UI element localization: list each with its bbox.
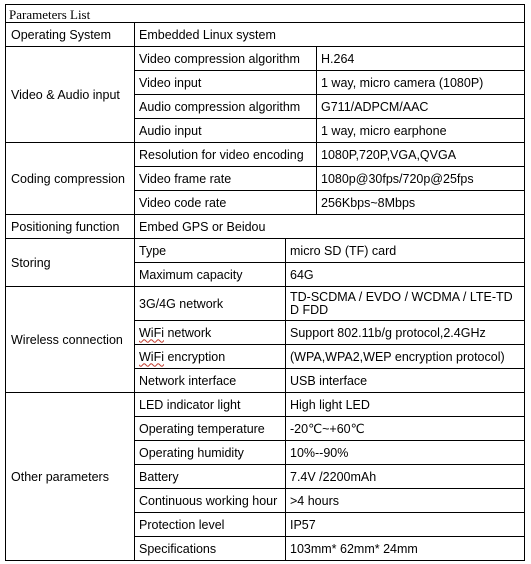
- other-category: Other parameters: [6, 393, 135, 561]
- param-label: Maximum capacity: [135, 263, 286, 287]
- positioning-value: Embed GPS or Beidou: [135, 215, 525, 239]
- param-value: H.264: [317, 47, 525, 71]
- table-row: [6, 143, 525, 167]
- table-title: Parameters List: [6, 5, 525, 23]
- param-label: Network interface: [135, 369, 286, 393]
- operating-system-value: Embedded Linux system: [135, 23, 525, 47]
- param-label-rest: network: [164, 325, 212, 340]
- parameters-table: [5, 4, 525, 561]
- coding-category: Coding compression: [6, 143, 135, 215]
- table-row: [6, 47, 525, 71]
- storing-category: Storing: [6, 239, 135, 287]
- param-value: micro SD (TF) card: [286, 239, 525, 263]
- param-label: LED indicator light: [135, 393, 286, 417]
- param-value-line1: TD-SCDMA / EVDO / WCDMA / LTE-TD: [290, 289, 513, 304]
- param-value: 64G: [286, 263, 525, 287]
- param-label: Continuous working hour: [135, 489, 286, 513]
- param-value-line2: D FDD: [290, 302, 329, 317]
- param-label: Type: [135, 239, 286, 263]
- param-value: High light LED: [286, 393, 525, 417]
- param-value: USB interface: [286, 369, 525, 393]
- param-value: >4 hours: [286, 489, 525, 513]
- param-value: (WPA,WPA2,WEP encryption protocol): [286, 345, 525, 369]
- param-value: Support 802.11b/g protocol,2.4GHz: [286, 321, 525, 345]
- table-row: [6, 239, 525, 263]
- param-label: Audio compression algorithm: [135, 95, 317, 119]
- param-label: Video code rate: [135, 191, 317, 215]
- param-value: IP57: [286, 513, 525, 537]
- spellcheck-word: WiFi: [139, 349, 164, 364]
- param-label: Operating temperature: [135, 417, 286, 441]
- param-value: -20℃~+60℃: [286, 417, 525, 441]
- param-label: Video input: [135, 71, 317, 95]
- param-label: Specifications: [135, 537, 286, 561]
- operating-system-label: Operating System: [6, 23, 135, 47]
- title-row: [6, 5, 525, 23]
- param-value: 7.4V /2200mAh: [286, 465, 525, 489]
- param-label-rest: encryption: [164, 349, 226, 364]
- param-label: Video compression algorithm: [135, 47, 317, 71]
- table-row: [6, 215, 525, 239]
- param-label: Protection level: [135, 513, 286, 537]
- table-row: [6, 393, 525, 417]
- table-row: [6, 287, 525, 321]
- param-label: Operating humidity: [135, 441, 286, 465]
- param-label: Video frame rate: [135, 167, 317, 191]
- param-label: Resolution for video encoding: [135, 143, 317, 167]
- param-label: Battery: [135, 465, 286, 489]
- spellcheck-word: WiFi: [139, 325, 164, 340]
- param-label: [135, 321, 286, 345]
- param-label: [135, 345, 286, 369]
- wireless-category: Wireless connection: [6, 287, 135, 393]
- param-value: 1080p@30fps/720p@25fps: [317, 167, 525, 191]
- param-value: [286, 287, 525, 321]
- param-value: 1 way, micro earphone: [317, 119, 525, 143]
- param-label: Audio input: [135, 119, 317, 143]
- positioning-label: Positioning function: [6, 215, 135, 239]
- video-audio-category: Video & Audio input: [6, 47, 135, 143]
- param-value: 256Kbps~8Mbps: [317, 191, 525, 215]
- param-value: 1 way, micro camera (1080P): [317, 71, 525, 95]
- param-value: 103mm* 62mm* 24mm: [286, 537, 525, 561]
- param-value: 10%--90%: [286, 441, 525, 465]
- param-value: 1080P,720P,VGA,QVGA: [317, 143, 525, 167]
- param-label: 3G/4G network: [135, 287, 286, 321]
- param-value: G711/ADPCM/AAC: [317, 95, 525, 119]
- table-row: [6, 23, 525, 47]
